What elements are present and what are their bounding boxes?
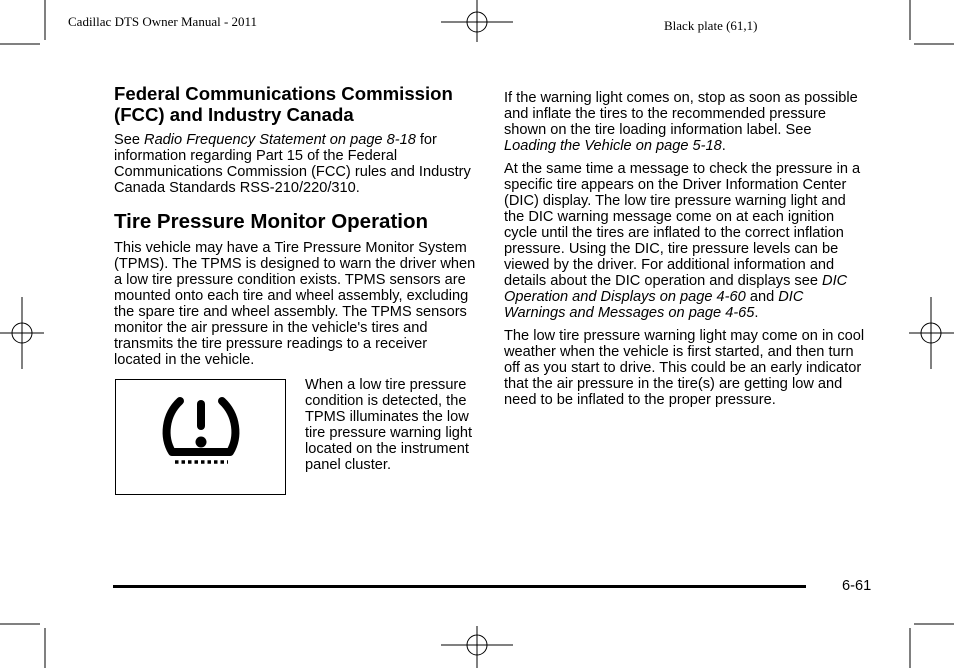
exclamation-dot — [196, 437, 207, 448]
registration-mark-left — [0, 297, 44, 369]
cool-weather-paragraph: The low tire pressure warning light may come on in cool weather when the vehicle is first started, and then turn off as you start to drive. This could be an early indicator that the air pressure in the tire(s) are getting low and need to be inflated to the proper pressure. — [504, 328, 865, 408]
cross-reference: DIC Operation and Displays on page 4-60 — [504, 273, 848, 305]
warning-light-paragraph — [504, 90, 858, 154]
registration-circle — [12, 323, 32, 343]
manual-title: Cadillac DTS Owner Manual - 2011 — [68, 14, 258, 29]
tpms-heading: Tire Pressure Monitor Operation — [114, 210, 429, 233]
registration-mark-right — [909, 297, 954, 369]
paragraph-text: and — [745, 289, 779, 305]
cross-reference: Loading the Vehicle on page 5-18 — [504, 138, 722, 154]
registration-circle — [467, 635, 487, 655]
plate-label: Black plate (61,1) — [664, 18, 758, 33]
fcc-text: for information regarding Part 15 of the Federal Communications Commission (FCC) rules and Industry Canada Standards RSS-210/220/310. — [114, 132, 471, 196]
cross-reference: Radio Frequency Statement on page 8-18 — [144, 132, 416, 148]
registration-mark-bottom — [441, 626, 513, 668]
cross-reference: DIC Warnings and Messages on page 4-65 — [504, 289, 804, 321]
fcc-text: See — [114, 132, 145, 148]
fcc-paragraph — [114, 132, 471, 196]
registration-circle — [467, 12, 487, 32]
paragraph-text: If the warning light comes on, stop as soon as possible and inflate the tires to the recommended pressure shown on the tire loading information label. See — [504, 90, 858, 138]
paragraph-text: At the same time a message to check the pressure in a specific tire appears on the Driver Information Center (DIC) display. The low tire pressure warning light and the DIC warning message come on at each ignition cycle until the tires are inflated to the correct inflation pressure. Using the DIC, tire pressure levels can be viewed by the driver. For additional information and details about the DIC operation and displays see — [504, 161, 861, 289]
registration-mark-top — [441, 0, 513, 42]
crop-mark-bottom-right — [910, 624, 954, 668]
paragraph-text: . — [754, 305, 759, 321]
tpms-figure-caption: When a low tire pressure condition is detected, the TPMS illuminates the low tire pressure warning light located on the instrument panel cluster. — [305, 377, 473, 473]
paragraph-text: . — [721, 138, 726, 154]
footer-rule — [113, 585, 806, 588]
tpms-paragraph: This vehicle may have a Tire Pressure Monitor System (TPMS). The TPMS is designed to warn the driver when a low tire pressure condition exists. TPMS sensors are mounted onto each tire and wheel assembly, excluding the spare tire and wheel assembly. The TPMS sensors monitor the air pressure in the vehicle's tires and transmits the tire pressure readings to a receiver located in the vehicle. — [114, 240, 476, 368]
crop-mark-bottom-left — [0, 624, 45, 668]
registration-circle — [921, 323, 941, 343]
tire-pressure-warning-icon — [115, 379, 286, 495]
tpms-figure — [115, 379, 286, 495]
crop-mark-top-left — [0, 0, 45, 44]
exclamation-bar — [197, 400, 205, 430]
page-number: 6-61 — [842, 578, 872, 594]
fcc-heading: Federal Communications Commission (FCC) and Industry Canada — [114, 83, 453, 125]
dic-message-paragraph — [504, 161, 860, 321]
crop-mark-top-right — [910, 0, 954, 44]
